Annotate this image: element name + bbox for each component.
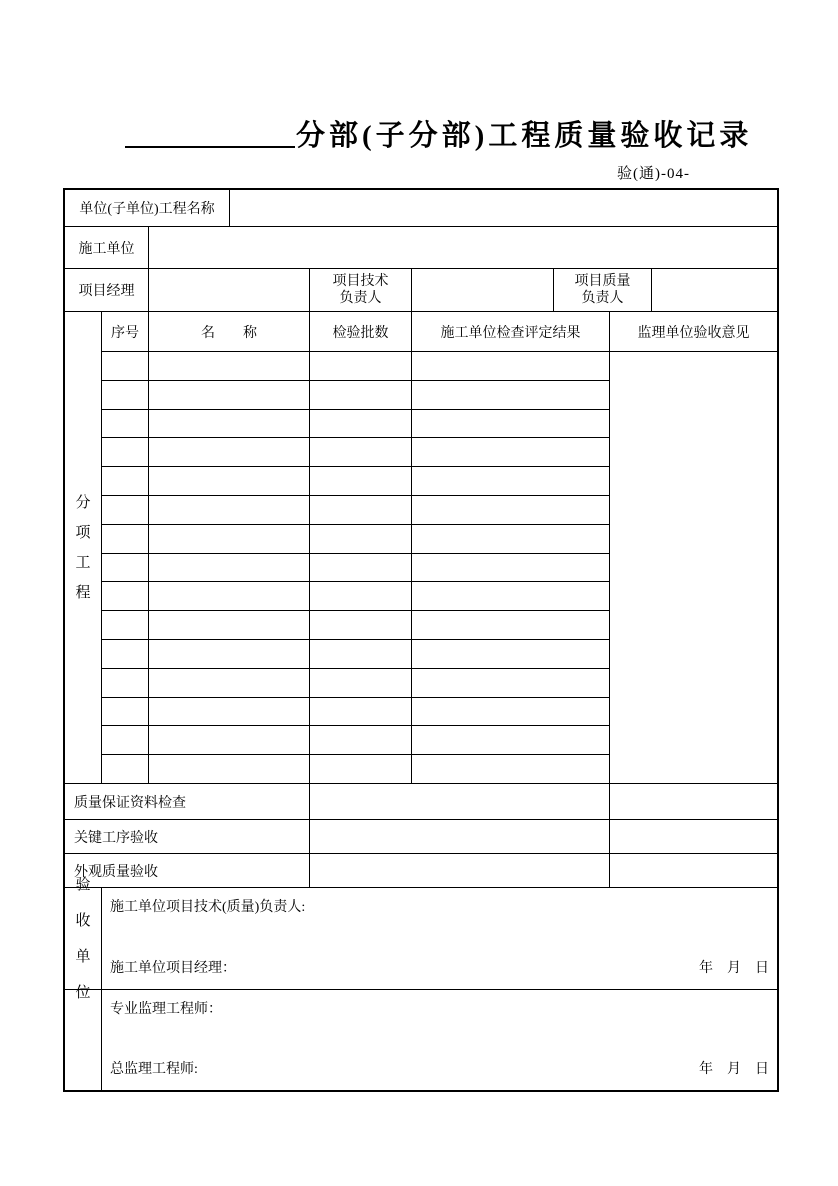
subitem-name-cell	[149, 352, 310, 380]
subitem-batches-cell	[310, 640, 412, 668]
subitem-contractor-result-cell	[412, 611, 610, 639]
subitem-contractor-result-cell	[412, 582, 610, 610]
subitem-name-cell	[149, 640, 310, 668]
key-process-acceptance-value	[310, 820, 610, 853]
subitem-row	[102, 410, 610, 439]
quality-lead-label-line2: 负责人	[581, 291, 624, 306]
appearance-quality-acceptance-value	[310, 854, 610, 887]
document-title: 分部(子分部)工程质量验收记录	[296, 120, 753, 152]
subitem-contractor-result-cell	[412, 410, 610, 438]
subitem-name-cell	[149, 755, 310, 783]
subitem-row	[102, 496, 610, 525]
supervisor-sign-date: 年 月 日	[699, 1062, 769, 1077]
quality-lead-value	[652, 269, 777, 311]
subitem-row	[102, 525, 610, 554]
subitem-seq-cell	[102, 467, 149, 495]
subitem-row	[102, 352, 610, 381]
subitem-name-cell	[149, 669, 310, 697]
subitem-batches-cell	[310, 438, 412, 466]
row-quality-assurance-docs	[65, 784, 777, 820]
subitem-contractor-result-cell	[412, 640, 610, 668]
subitem-seq-cell	[102, 611, 149, 639]
subitem-contractor-result-cell	[412, 438, 610, 466]
subitem-contractor-result-cell	[412, 554, 610, 582]
acceptance-row-contractor	[65, 876, 777, 1001]
subitem-name-cell	[149, 611, 310, 639]
subitem-seq-cell	[102, 698, 149, 726]
construction-unit-value	[149, 227, 777, 268]
subitem-contractor-result-cell	[412, 352, 610, 380]
subitem-row	[102, 438, 610, 467]
subitem-name-cell	[149, 726, 310, 754]
appearance-quality-acceptance-opinion	[610, 854, 777, 887]
subitem-table-header	[102, 312, 777, 352]
subitem-batches-cell	[310, 726, 412, 754]
title-blank-underline	[125, 146, 295, 148]
subitem-contractor-result-cell	[412, 467, 610, 495]
subitem-batches-cell	[310, 554, 412, 582]
subitem-seq-cell	[102, 438, 149, 466]
acceptance-row-supervisor	[65, 990, 777, 1090]
row-construction-unit	[65, 227, 777, 269]
subitem-row	[102, 669, 610, 698]
tech-lead-label	[310, 269, 412, 311]
subitem-batches-cell	[310, 525, 412, 553]
contractor-tech-lead-sign-label: 施工单位项目技术(质量)负责人:	[110, 900, 306, 915]
subitem-name-cell	[149, 525, 310, 553]
subitem-batches-cell	[310, 467, 412, 495]
subitem-contractor-result-cell	[412, 698, 610, 726]
column-header-name: 名 称	[149, 312, 310, 351]
acceptance-side-label: 验收单位	[75, 876, 91, 1001]
subitem-batches-cell	[310, 381, 412, 409]
subitem-name-cell	[149, 554, 310, 582]
subitem-contractor-result-cell	[412, 381, 610, 409]
tech-lead-label-line1: 项目技术	[332, 274, 389, 289]
column-header-contractor-result: 施工单位检查评定结果	[412, 312, 610, 351]
subitem-row	[102, 467, 610, 496]
subitem-seq-cell	[102, 755, 149, 783]
subitem-row	[102, 381, 610, 410]
subitem-name-cell	[149, 438, 310, 466]
subitem-batches-cell	[310, 496, 412, 524]
subitem-contractor-result-cell	[412, 525, 610, 553]
subitem-batches-cell	[310, 352, 412, 380]
acceptance-side-label-cell-top	[65, 876, 102, 1001]
subitem-batches-cell	[310, 582, 412, 610]
key-process-acceptance-opinion	[610, 820, 777, 853]
contractor-sign-date: 年 月 日	[699, 961, 769, 976]
appearance-quality-acceptance-label: 外观质量验收	[65, 854, 310, 887]
row-project-leads	[65, 269, 777, 312]
quality-assurance-docs-opinion	[610, 784, 777, 819]
quality-assurance-docs-value	[310, 784, 610, 819]
subitem-batches-cell	[310, 698, 412, 726]
subitem-name-cell	[149, 496, 310, 524]
unit-project-name-label: 单位(子单位)工程名称	[65, 190, 230, 226]
subitem-row	[102, 755, 610, 783]
acceptance-record-table	[63, 188, 779, 1092]
subitem-contractor-result-cell	[412, 755, 610, 783]
subitem-row	[102, 554, 610, 583]
subitem-name-cell	[149, 381, 310, 409]
column-header-seq: 序号	[102, 312, 149, 351]
contractor-signature-area	[102, 888, 777, 989]
key-process-acceptance-label: 关键工序验收	[65, 820, 310, 853]
subitem-row	[102, 698, 610, 727]
row-unit-project-name	[65, 190, 777, 227]
subitem-row	[102, 582, 610, 611]
subitem-batches-cell	[310, 611, 412, 639]
subitem-seq-cell	[102, 640, 149, 668]
subitem-batches-cell	[310, 669, 412, 697]
column-header-supervisor-opinion: 监理单位验收意见	[637, 325, 750, 341]
contractor-pm-sign-label: 施工单位项目经理：	[110, 961, 236, 976]
subitem-side-label-cell	[65, 312, 102, 783]
subitem-contractor-result-cell	[412, 669, 610, 697]
subitem-table-body	[102, 352, 777, 783]
subitem-works-block	[65, 312, 777, 784]
subitem-table-area	[102, 312, 777, 783]
subitem-seq-cell	[102, 525, 149, 553]
subitem-seq-cell	[102, 726, 149, 754]
subitem-name-cell	[149, 467, 310, 495]
construction-unit-label: 施工单位	[65, 227, 149, 268]
project-manager-label: 项目经理	[65, 269, 149, 311]
subitem-rows	[102, 352, 610, 783]
column-header-batches: 检验批数	[310, 312, 412, 351]
subitem-seq-cell	[102, 582, 149, 610]
supervisor-engineer-sign-label: 专业监理工程师：	[110, 1002, 222, 1017]
quality-lead-label-line1: 项目质量	[574, 274, 631, 289]
row-key-process-acceptance	[65, 820, 777, 854]
acceptance-side-label-cell-bottom	[65, 990, 102, 1090]
unit-project-name-value	[230, 190, 777, 226]
quality-lead-label	[554, 269, 652, 311]
subitem-contractor-result-cell	[412, 496, 610, 524]
supervisor-signature-area	[102, 990, 777, 1090]
subitem-batches-cell	[310, 410, 412, 438]
quality-assurance-docs-label: 质量保证资料检查	[65, 784, 310, 819]
subitem-row	[102, 640, 610, 669]
subitem-batches-cell	[310, 755, 412, 783]
supervisor-opinion-merged-cell	[610, 352, 777, 783]
subitem-name-cell	[149, 698, 310, 726]
subitem-name-cell	[149, 582, 310, 610]
subitem-seq-cell	[102, 352, 149, 380]
subitem-seq-cell	[102, 554, 149, 582]
subitem-name-cell	[149, 410, 310, 438]
subitem-seq-cell	[102, 669, 149, 697]
form-code: 验(通)-04-	[617, 166, 690, 182]
row-appearance-quality-acceptance	[65, 854, 777, 888]
chief-supervisor-sign-label: 总监理工程师:	[110, 1062, 198, 1077]
subitem-seq-cell	[102, 410, 149, 438]
subitem-seq-cell	[102, 381, 149, 409]
subitem-row	[102, 726, 610, 755]
tech-lead-label-line2: 负责人	[339, 291, 382, 306]
project-manager-value	[149, 269, 310, 311]
subitem-side-label: 分项工程	[75, 494, 91, 601]
subitem-seq-cell	[102, 496, 149, 524]
subitem-contractor-result-cell	[412, 726, 610, 754]
subitem-row	[102, 611, 610, 640]
tech-lead-value	[412, 269, 554, 311]
